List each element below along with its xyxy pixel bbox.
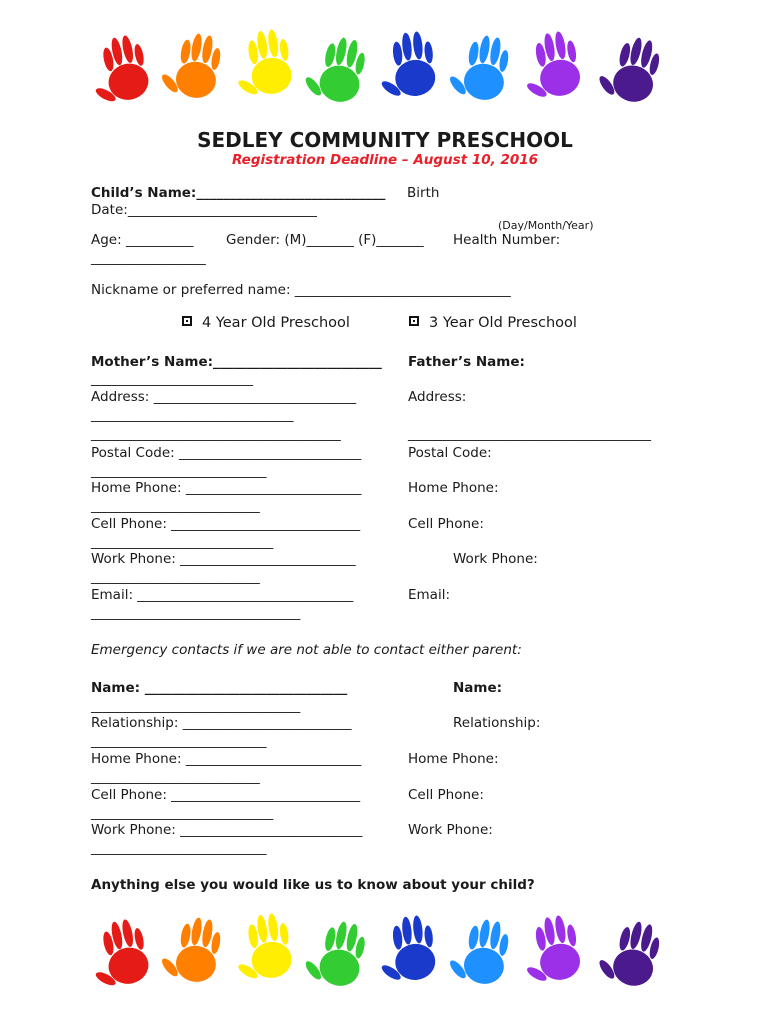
father-postal-label: Postal Code:	[408, 445, 492, 461]
checkbox-icon[interactable]	[409, 316, 419, 326]
handprint-3	[229, 28, 294, 100]
handprint-5	[374, 914, 437, 984]
date-format-hint: (Day/Month/Year)	[498, 219, 594, 232]
checkbox-icon[interactable]	[182, 316, 192, 326]
handprints-icon	[88, 910, 688, 998]
emergency-home-phone-field-cont[interactable]: _________________________	[91, 769, 260, 785]
mother-address-field-line2[interactable]: _____________________________________	[91, 426, 341, 442]
emergency-name-field[interactable]: Name: ______________________________	[91, 680, 348, 696]
age-field[interactable]: Age: __________	[91, 232, 194, 248]
emergency-heading: Emergency contacts if we are not able to contact either parent:	[91, 642, 522, 658]
handprint-4	[300, 31, 369, 106]
mother-address-field[interactable]: Address: ______________________________	[91, 389, 357, 405]
emergency2-work-phone-label: Work Phone:	[408, 822, 493, 838]
health-number-label: Health Number:	[453, 232, 561, 248]
father-address-field[interactable]: ____________________________________	[408, 426, 651, 442]
mother-home-phone-field-cont[interactable]: _________________________	[91, 498, 260, 514]
nickname-field[interactable]: Nickname or preferred name: ________________________________	[91, 282, 511, 298]
registration-deadline: Registration Deadline – August 10, 2016	[231, 152, 539, 168]
emergency-work-phone-field-cont[interactable]: __________________________	[91, 840, 267, 856]
health-number-field[interactable]: _________________	[91, 250, 206, 266]
child-name-field[interactable]: Child’s Name:____________________________	[91, 185, 386, 201]
option-3-year-label: 3 Year Old Preschool	[429, 315, 577, 331]
emergency-home-phone-field[interactable]: Home Phone: __________________________	[91, 751, 362, 767]
mother-home-phone-field[interactable]: Home Phone: __________________________	[91, 480, 362, 496]
option-4-year-label: 4 Year Old Preschool	[202, 315, 350, 331]
emergency-name-field-cont[interactable]: _______________________________	[91, 698, 301, 714]
birth-date-field[interactable]: Date:____________________________	[91, 202, 317, 218]
emergency2-relationship-label: Relationship:	[453, 715, 541, 731]
mother-cell-phone-field[interactable]: Cell Phone: ____________________________	[91, 516, 361, 532]
handprint-6	[445, 914, 512, 987]
handprint-2	[157, 912, 224, 985]
father-cell-phone-label: Cell Phone:	[408, 516, 484, 532]
father-name-label: Father’s Name:	[408, 354, 525, 370]
additional-info-question: Anything else you would like us to know about your child?	[91, 877, 535, 893]
emergency-relationship-field[interactable]: Relationship: _________________________	[91, 715, 352, 731]
mother-address-field-cont[interactable]: ______________________________	[91, 407, 294, 423]
father-address-label: Address:	[408, 389, 467, 405]
handprint-6	[445, 30, 512, 103]
handprints-icon	[88, 26, 688, 114]
handprint-7	[516, 29, 583, 102]
option-3-year[interactable]	[409, 314, 577, 332]
mother-name-field-cont[interactable]: ________________________	[91, 371, 253, 387]
father-work-phone-label: Work Phone:	[453, 551, 538, 567]
emergency2-cell-phone-label: Cell Phone:	[408, 787, 484, 803]
page-title: SEDLEY COMMUNITY PRESCHOOL	[197, 128, 573, 152]
emergency-cell-phone-field[interactable]: Cell Phone: ____________________________	[91, 787, 361, 803]
emergency-cell-phone-field-cont[interactable]: ___________________________	[91, 805, 274, 821]
birth-label: Birth	[407, 185, 440, 201]
gender-field[interactable]: Gender: (M)_______ (F)_______	[226, 232, 424, 248]
mother-postal-field[interactable]: Postal Code: ___________________________	[91, 445, 362, 461]
handprint-5	[374, 30, 437, 100]
handprint-8	[593, 914, 663, 990]
mother-name-field[interactable]: Mother’s Name:_________________________	[91, 354, 382, 370]
handprint-8	[593, 30, 663, 106]
handprint-border-bottom	[88, 910, 688, 998]
mother-work-phone-field[interactable]: Work Phone: __________________________	[91, 551, 356, 567]
handprint-border-top	[88, 26, 688, 114]
emergency-work-phone-field[interactable]: Work Phone: ___________________________	[91, 822, 363, 838]
emergency2-name-label: Name:	[453, 680, 503, 696]
father-home-phone-label: Home Phone:	[408, 480, 499, 496]
emergency2-home-phone-label: Home Phone:	[408, 751, 499, 767]
mother-postal-field-cont[interactable]: __________________________	[91, 463, 267, 479]
father-email-label: Email:	[408, 587, 451, 603]
mother-cell-phone-field-cont[interactable]: ___________________________	[91, 534, 274, 550]
emergency-relationship-field-cont[interactable]: __________________________	[91, 733, 267, 749]
mother-email-field[interactable]: Email: ________________________________	[91, 587, 354, 603]
handprint-1	[88, 33, 152, 108]
option-4-year[interactable]	[182, 314, 350, 332]
handprint-3	[229, 912, 294, 984]
handprint-1	[88, 917, 152, 992]
handprint-7	[516, 913, 583, 986]
mother-email-field-cont[interactable]: _______________________________	[91, 605, 301, 621]
handprint-4	[300, 915, 369, 990]
mother-work-phone-field-cont[interactable]: _________________________	[91, 569, 260, 585]
handprint-2	[157, 28, 224, 101]
